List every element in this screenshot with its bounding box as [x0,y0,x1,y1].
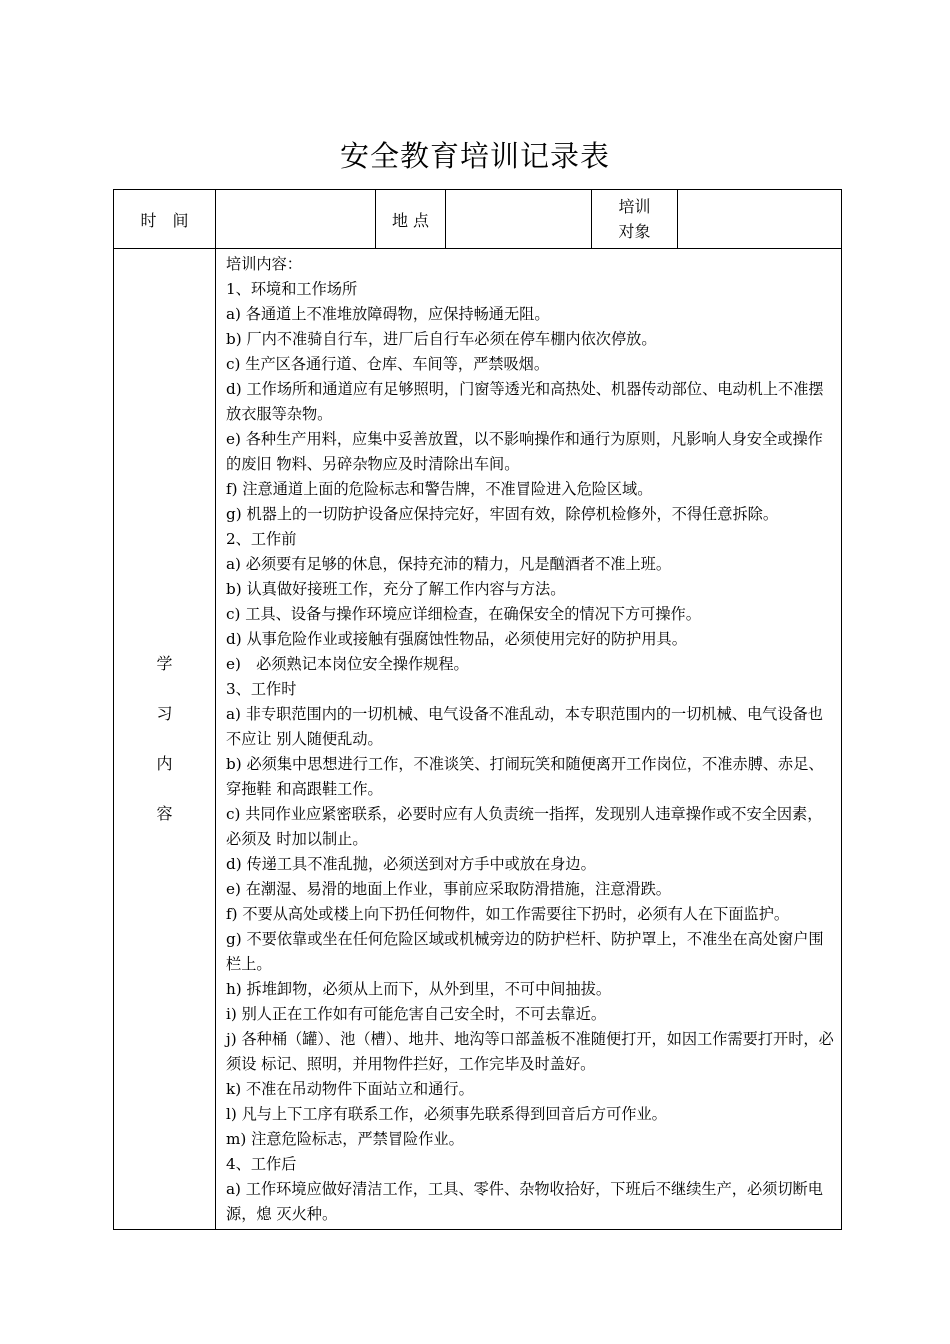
content-item: i) 别人正在工作如有可能危害自己安全时，不可去靠近。 [226,1005,607,1023]
content-item: a) 必须要有足够的休息，保持充沛的精力，凡是酗酒者不准上班。 [226,555,672,573]
training-target-value-field[interactable] [678,190,842,249]
header-row [114,190,842,249]
content-item: b) 认真做好接班工作，充分了解工作内容与方法。 [226,580,566,598]
content-item: e) 必须熟记本岗位安全操作规程。 [226,655,469,673]
content-item: d) 工作场所和通道应有足够照明，门窗等透光和高热处、机器传动部位、电动机上不准摆放衣服等杂物。 [226,380,824,423]
section-heading: 4、工作后 [226,1155,297,1173]
study-content-label-char: 习 [156,704,173,723]
study-content-label-char: 容 [156,804,173,823]
content-row [114,249,842,1230]
content-item: f) 不要从高处或楼上向下扔任何物件，如工作需要往下扔时，必须有人在下面监护。 [226,905,790,923]
content-item: b) 必须集中思想进行工作，不准谈笑、打闹玩笑和随便离开工作岗位，不准赤膊、赤足、穿拖鞋 和高跟鞋工作。 [226,755,824,798]
content-item: f) 注意通道上面的危险标志和警告牌，不准冒险进入危险区域。 [226,480,653,498]
study-content-label [114,249,216,1230]
location-value-field[interactable] [446,190,592,249]
content-item: g) 不要依靠或坐在任何危险区域或机械旁边的防护栏杆、防护罩上，不准坐在高处窗户围栏上。 [226,930,824,973]
location-label: 地 点 [376,190,446,249]
content-item: k) 不准在吊动物件下面站立和通行。 [226,1080,474,1098]
study-content-label-char: 内 [156,754,173,773]
content-item: m) 注意危险标志，严禁冒险作业。 [226,1130,464,1148]
content-item: e) 在潮湿、易滑的地面上作业，事前应采取防滑措施，注意滑跌。 [226,880,671,898]
time-value-field[interactable] [216,190,376,249]
section-heading: 2、工作前 [226,530,297,548]
content-item: g) 机器上的一切防护设备应保持完好，牢固有效，除停机检修外，不得任意拆除。 [226,505,779,523]
content-item: c) 工具、设备与操作环境应详细检查，在确保安全的情况下方可操作。 [226,605,701,623]
section-heading: 1、环境和工作场所 [226,280,358,298]
content-item: h) 拆堆卸物，必须从上而下，从外到里，不可中间抽拔。 [226,980,612,998]
time-label: 时 间 [114,190,216,249]
content-item: c) 共同作业应紧密联系，必要时应有人负责统一指挥，发现别人违章操作或不安全因素，必须及 时加以制止。 [226,805,823,848]
study-content-label-char: 学 [156,654,173,673]
content-item: j) 各种桶（罐）、池（槽）、地井、地沟等口部盖板不准随便打开，如因工作需要打开时，必须设 标记、照明，并用物件拦好，工作完毕及时盖好。 [226,1030,834,1073]
training-content-cell [216,249,842,1230]
content-item: b) 厂内不准骑自行车，进厂后自行车必须在停车棚内依次停放。 [226,330,657,348]
content-heading: 培训内容： [226,255,302,273]
training-target-label-line2: 对象 [618,222,651,241]
content-item: d) 传递工具不准乱抛，必须送到对方手中或放在身边。 [226,855,596,873]
content-item: c) 生产区各通行道、仓库、车间等，严禁吸烟。 [226,355,550,373]
content-item: a) 非专职范围内的一切机械、电气设备不准乱动，本专职范围内的一切机械、电气设备也不应让 别人随便乱动。 [226,705,823,748]
section-heading: 3、工作时 [226,680,297,698]
training-target-label [592,190,678,249]
training-target-label-line1: 培训 [618,197,651,216]
content-item: d) 从事危险作业或接触有强腐蚀性物品，必须使用完好的防护用具。 [226,630,687,648]
content-item: a) 工作环境应做好清洁工作，工具、零件、杂物收拾好，下班后不继续生产，必须切断电源，熄 灭火种。 [226,1180,823,1223]
content-item: e) 各种生产用料，应集中妥善放置，以不影响操作和通行为原则，凡影响人身安全或操作的废旧 物料、另碎杂物应及时清除出车间。 [226,430,823,473]
content-item: a) 各通道上不准堆放障碍物，应保持畅通无阻。 [226,305,550,323]
training-record-table [113,189,842,1230]
content-item: l) 凡与上下工序有联系工作，必须事先联系得到回音后方可作业。 [226,1105,667,1123]
document-title: 安全教育培训记录表 [339,139,610,173]
